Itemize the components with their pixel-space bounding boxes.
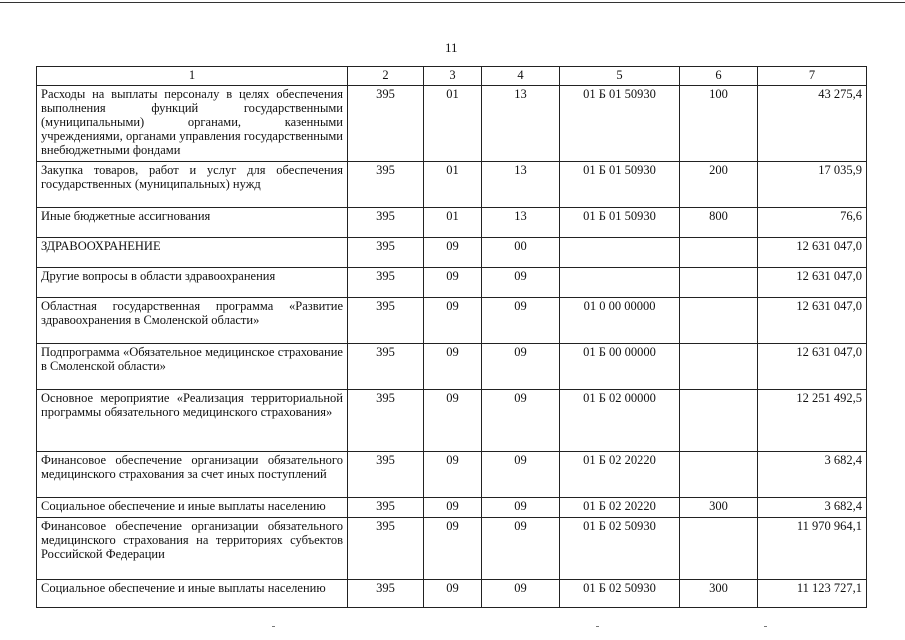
row-section: 09 [424,518,482,580]
row-expense-type: 300 [680,498,758,518]
column-header: 2 [348,67,424,86]
row-target-article: 01 Б 01 50930 [560,86,680,162]
row-section: 09 [424,390,482,452]
row-section: 09 [424,452,482,498]
row-amount: 17 035,9 [758,162,867,208]
row-expense-type: 200 [680,162,758,208]
row-name: Областная государственная программа «Развитие здравоохранения в Смоленской области» [37,298,348,344]
row-section: 09 [424,344,482,390]
row-grbs: 395 [348,580,424,608]
table-row [37,518,867,580]
row-name: Подпрограмма «Обязательное медицинское страхование в Смоленской области» [37,344,348,390]
row-name: Закупка товаров, работ и услуг для обеспечения государственных (муниципальных) нужд [37,162,348,208]
row-amount: 12 251 492,5 [758,390,867,452]
row-expense-type [680,452,758,498]
scan-speck [272,626,275,627]
budget-table [36,66,867,608]
row-name: Иные бюджетные ассигнования [37,208,348,238]
row-target-article: 01 Б 02 00000 [560,390,680,452]
row-name: ЗДРАВООХРАНЕНИЕ [37,238,348,268]
row-grbs: 395 [348,268,424,298]
row-grbs: 395 [348,344,424,390]
table-row [37,268,867,298]
row-subsection: 09 [482,390,560,452]
table-row [37,390,867,452]
table-row [37,344,867,390]
row-section: 09 [424,238,482,268]
row-expense-type [680,238,758,268]
row-name: Расходы на выплаты персоналу в целях обеспечения выполнения функций государственными (муниципальными) органами, казенными учреждениями, органами управления государственными внебюджетными фондами [37,86,348,162]
row-expense-type: 100 [680,86,758,162]
row-grbs: 395 [348,208,424,238]
row-grbs: 395 [348,518,424,580]
row-section: 01 [424,86,482,162]
row-grbs: 395 [348,298,424,344]
row-grbs: 395 [348,238,424,268]
row-amount: 12 631 047,0 [758,268,867,298]
row-expense-type [680,518,758,580]
row-section: 01 [424,162,482,208]
table-row [37,238,867,268]
column-header: 6 [680,67,758,86]
column-header: 3 [424,67,482,86]
row-name: Основное мероприятие «Реализация территориальной программы обязательного медицинского страхования» [37,390,348,452]
table-row [37,208,867,238]
row-name: Финансовое обеспечение организации обязательного медицинского страхования за счет иных поступлений [37,452,348,498]
row-subsection: 09 [482,344,560,390]
row-amount: 43 275,4 [758,86,867,162]
row-target-article: 01 Б 01 50930 [560,162,680,208]
row-expense-type: 300 [680,580,758,608]
row-target-article: 01 Б 01 50930 [560,208,680,238]
row-subsection: 00 [482,238,560,268]
table-row [37,498,867,518]
row-subsection: 13 [482,86,560,162]
row-grbs: 395 [348,162,424,208]
row-subsection: 09 [482,580,560,608]
table-row [37,162,867,208]
row-target-article [560,268,680,298]
row-grbs: 395 [348,452,424,498]
row-subsection: 09 [482,268,560,298]
row-amount: 3 682,4 [758,498,867,518]
row-section: 09 [424,268,482,298]
page-number: 11 [445,40,458,55]
row-subsection: 09 [482,498,560,518]
top-border-line [0,2,905,3]
row-expense-type [680,298,758,344]
row-grbs: 395 [348,86,424,162]
row-amount: 11 123 727,1 [758,580,867,608]
row-target-article [560,238,680,268]
column-header: 5 [560,67,680,86]
table-row [37,580,867,608]
row-target-article: 01 Б 00 00000 [560,344,680,390]
row-expense-type: 800 [680,208,758,238]
row-target-article: 01 Б 02 50930 [560,518,680,580]
row-subsection: 09 [482,298,560,344]
row-amount: 12 631 047,0 [758,238,867,268]
row-name: Другие вопросы в области здравоохранения [37,268,348,298]
row-subsection: 09 [482,518,560,580]
row-section: 09 [424,580,482,608]
row-amount: 76,6 [758,208,867,238]
row-subsection: 09 [482,452,560,498]
row-target-article: 01 Б 02 20220 [560,452,680,498]
column-header: 1 [37,67,348,86]
row-name: Социальное обеспечение и иные выплаты населению [37,580,348,608]
row-target-article: 01 0 00 00000 [560,298,680,344]
row-subsection: 13 [482,208,560,238]
row-amount: 3 682,4 [758,452,867,498]
row-target-article: 01 Б 02 50930 [560,580,680,608]
table-row [37,86,867,162]
table-row [37,452,867,498]
row-section: 09 [424,498,482,518]
row-name: Финансовое обеспечение организации обязательного медицинского страхования на территориях субъектов Российской Федерации [37,518,348,580]
row-expense-type [680,268,758,298]
row-grbs: 395 [348,390,424,452]
row-section: 01 [424,208,482,238]
row-grbs: 395 [348,498,424,518]
row-expense-type [680,390,758,452]
row-amount: 12 631 047,0 [758,298,867,344]
row-name: Социальное обеспечение и иные выплаты населению [37,498,348,518]
row-target-article: 01 Б 02 20220 [560,498,680,518]
scan-speck [596,626,599,627]
row-expense-type [680,344,758,390]
row-amount: 12 631 047,0 [758,344,867,390]
table-row [37,298,867,344]
row-subsection: 13 [482,162,560,208]
row-amount: 11 970 964,1 [758,518,867,580]
row-section: 09 [424,298,482,344]
column-header: 4 [482,67,560,86]
scan-speck [764,626,767,627]
header-row [37,67,867,86]
column-header: 7 [758,67,867,86]
